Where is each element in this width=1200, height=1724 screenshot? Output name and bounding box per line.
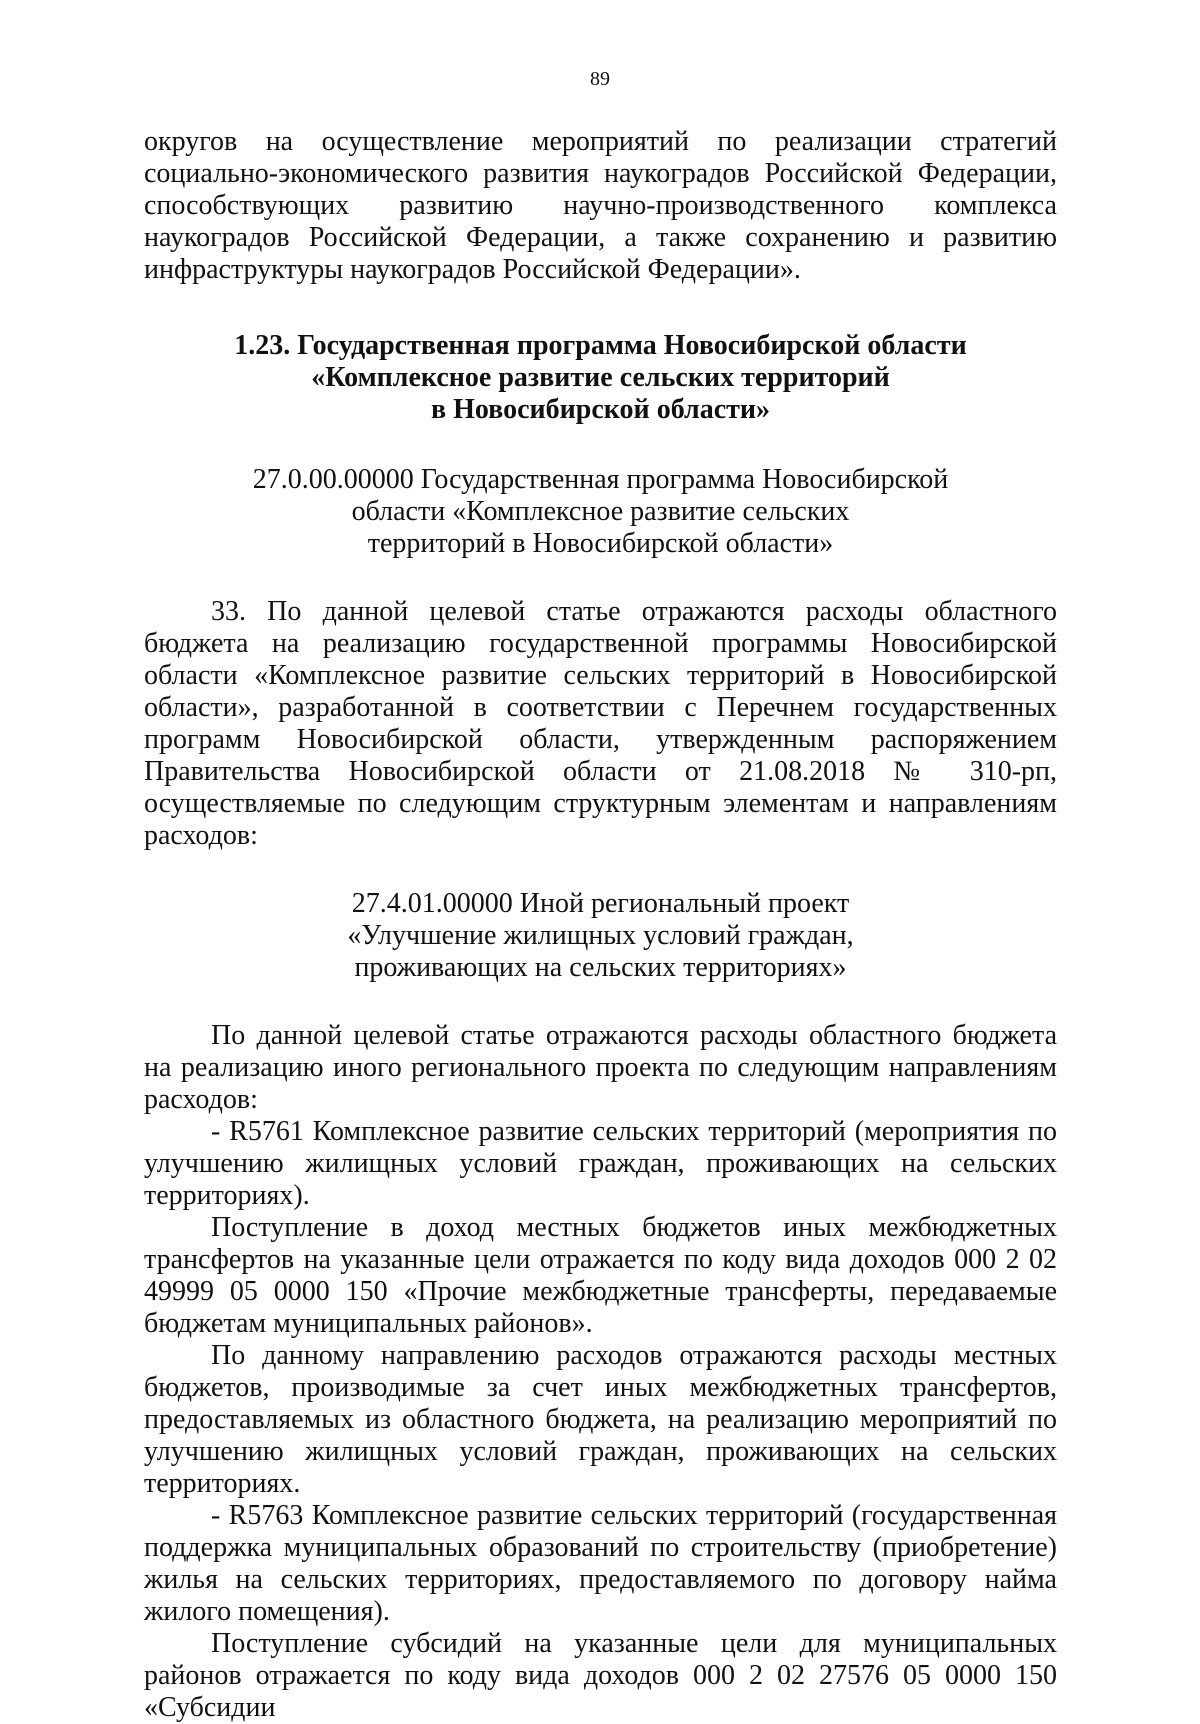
section-heading-line: 1.23. Государственная программа Новосибирской области	[234, 330, 967, 361]
r5763-paragraph: - R5763 Комплексное развитие сельских территорий (государственная поддержка муниципальных образований по строительству (приобретение) жилья на сельских территориях, предоставляемого по договору найма жилого помещения).	[144, 1500, 1057, 1627]
subsidy-paragraph: Поступление субсидий на указанные цели для муниципальных районов отражается по коду вида доходов 000 2 02 27576 05 0000 150 «Субсидии	[144, 1628, 1057, 1723]
project-code-line: 27.4.01.00000 Иной региональный проект	[351, 888, 850, 919]
program-code-heading	[144, 464, 1057, 560]
section-heading	[144, 330, 1057, 426]
regional-project-paragraph: По данной целевой статье отражаются расходы областного бюджета на реализацию иного регионального проекта по следующим направлениям расходов:	[144, 1020, 1057, 1115]
project-code-heading	[144, 888, 1057, 984]
section-heading-line: «Комплексное развитие сельских территорий	[311, 362, 890, 393]
project-code-line: «Улучшение жилищных условий граждан,	[347, 920, 854, 951]
section-heading-line: в Новосибирской области»	[430, 394, 771, 425]
paragraph-33: 33. По данной целевой статье отражаются расходы областного бюджета на реализацию государственной программы Новосибирской области «Комплексное развитие сельских территорий в Новосибирской области», разработанной в соответствии с Перечнем государственных программ Новосибирской области, утвержденным распоряжением Правительства Новосибирской области от 21.08.2018 № 310-рп, осуществляемые по следующим структурным элементам и направлениям расходов:	[144, 596, 1057, 851]
program-code-line: территорий в Новосибирской области»	[367, 528, 834, 559]
expenses-paragraph: По данному направлению расходов отражаются расходы местных бюджетов, производимые за счет иных межбюджетных трансфертов, предоставляемых из областного бюджета, на реализацию мероприятий по улучшению жилищных условий граждан, проживающих на сельских территориях.	[144, 1340, 1057, 1499]
project-code-line: проживающих на сельских территориях»	[354, 952, 847, 983]
program-code-line: области «Комплексное развитие сельских	[351, 496, 850, 527]
document-body	[144, 126, 1057, 1724]
income-paragraph: Поступление в доход местных бюджетов иных межбюджетных трансфертов на указанные цели отражается по коду вида доходов 000 2 02 49999 05 0000 150 «Прочие межбюджетные трансферты, передаваемые бюджетам муниципальных районов».	[144, 1212, 1057, 1339]
r5761-paragraph: - R5761 Комплексное развитие сельских территорий (мероприятия по улучшению жилищных условий граждан, проживающих на сельских территориях).	[144, 1116, 1057, 1211]
program-code-line: 27.0.00.00000 Государственная программа Новосибирской	[252, 464, 949, 495]
intro-paragraph: округов на осуществление мероприятий по реализации стратегий социально-экономического развития наукоградов Российской Федерации, способствующих развитию научно-производственного комплекса наукоградов Российской Федерации, а также сохранению и развитию инфраструктуры наукоградов Российской Федерации».	[144, 126, 1057, 285]
page-number: 89	[590, 68, 610, 90]
